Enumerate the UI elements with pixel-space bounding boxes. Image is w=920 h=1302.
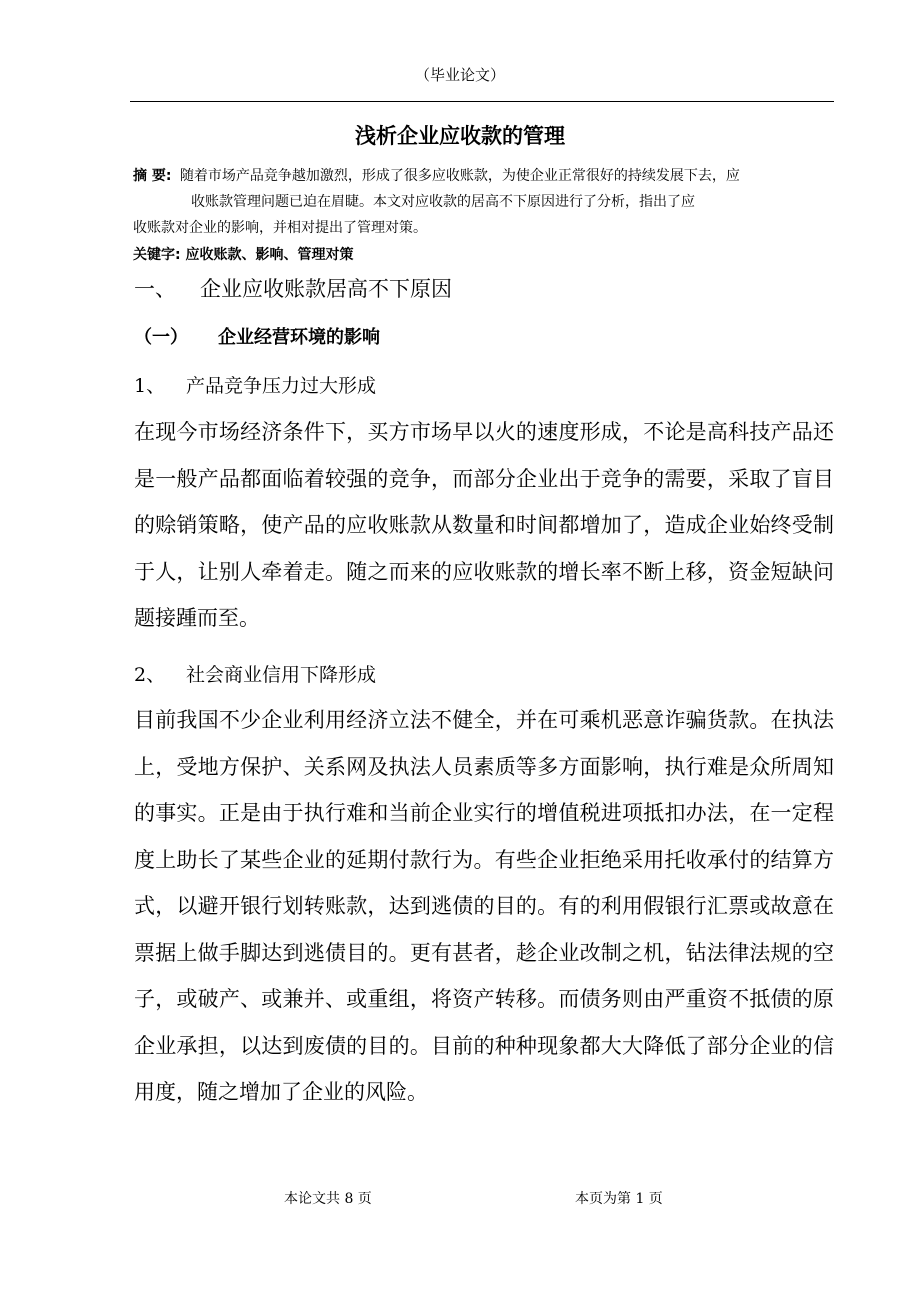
subsection-heading-1: [134, 323, 380, 349]
subsection-title: 企业经营环境的影响: [218, 327, 380, 348]
item-number: 1、: [134, 375, 166, 397]
item-heading-2: [134, 660, 376, 687]
abstract-text-1: 随着市场产品竞争越加激烈，形成了很多应收账款，为使企业正常很好的持续发展下去，应: [179, 168, 740, 184]
paragraph-2: 目前我国不少企业利用经济立法不健全，并在可乘机恶意诈骗货款。在执法上，受地方保护、关系网及执法人员素质等多方面影响，执行难是众所周知的事实。正是由于执行难和当前企业实行的增值税进项抵扣办法，在一定程度上助长了某些企业的延期付款行为。有些企业拒绝采用托收承付的结算方式，以避开银行划转账款，达到逃债的目的。有的利用假银行汇票或故意在票据上做手脚达到逃债目的。更有甚者，趁企业改制之机，钻法律法规的空子，或破产、或兼并、或重组，将资产转移。而债务则由严重资不抵债的原企业承担，以达到废债的目的。目前的种种现象都大大降低了部分企业的信用度，随之增加了企业的风险。: [134, 708, 834, 1104]
abstract-line-3: 收账款对企业的影响，并相对提出了管理对策。: [133, 220, 427, 236]
item-title: 产品竞争压力过大形成: [186, 375, 377, 397]
subsection-number: （一）: [134, 327, 188, 348]
section-heading-1: [134, 273, 452, 303]
item-title: 社会商业信用下降形成: [186, 664, 377, 686]
page-header: （毕业论文）: [414, 66, 505, 84]
abstract-line-1: [133, 165, 740, 185]
item-heading-1: [134, 371, 376, 398]
abstract-line-2: 收账款管理问题已迫在眉睫。本文对应收款的居高不下原因进行了分析，指出了应: [191, 194, 695, 210]
abstract-label: 摘 要:: [133, 168, 172, 184]
footer-page-current: 本页为第 1 页: [575, 1191, 663, 1207]
paragraph-1: 在现今市场经济条件下，买方市场早以火的速度形成，不论是高科技产品还是一般产品都面临着较强的竞争，而部分企业出于竞争的需要，采取了盲目的赊销策略，使产品的应收账款从数量和时间都增加了，造成企业始终受制于人，让别人牵着走。随之而来的应收账款的增长率不断上移，资金短缺问题接踵而至。: [134, 420, 834, 630]
section-title: 企业应收账款居高不下原因: [200, 277, 452, 301]
header-rule: [130, 101, 834, 102]
section-number: 一、: [134, 277, 176, 301]
item-number: 2、: [134, 664, 166, 686]
footer-page-total: 本论文共 8 页: [284, 1191, 372, 1207]
keywords: 关键字: 应收账款、影响、管理对策: [133, 247, 354, 263]
paper-title: 浅析企业应收款的管理: [355, 124, 565, 148]
